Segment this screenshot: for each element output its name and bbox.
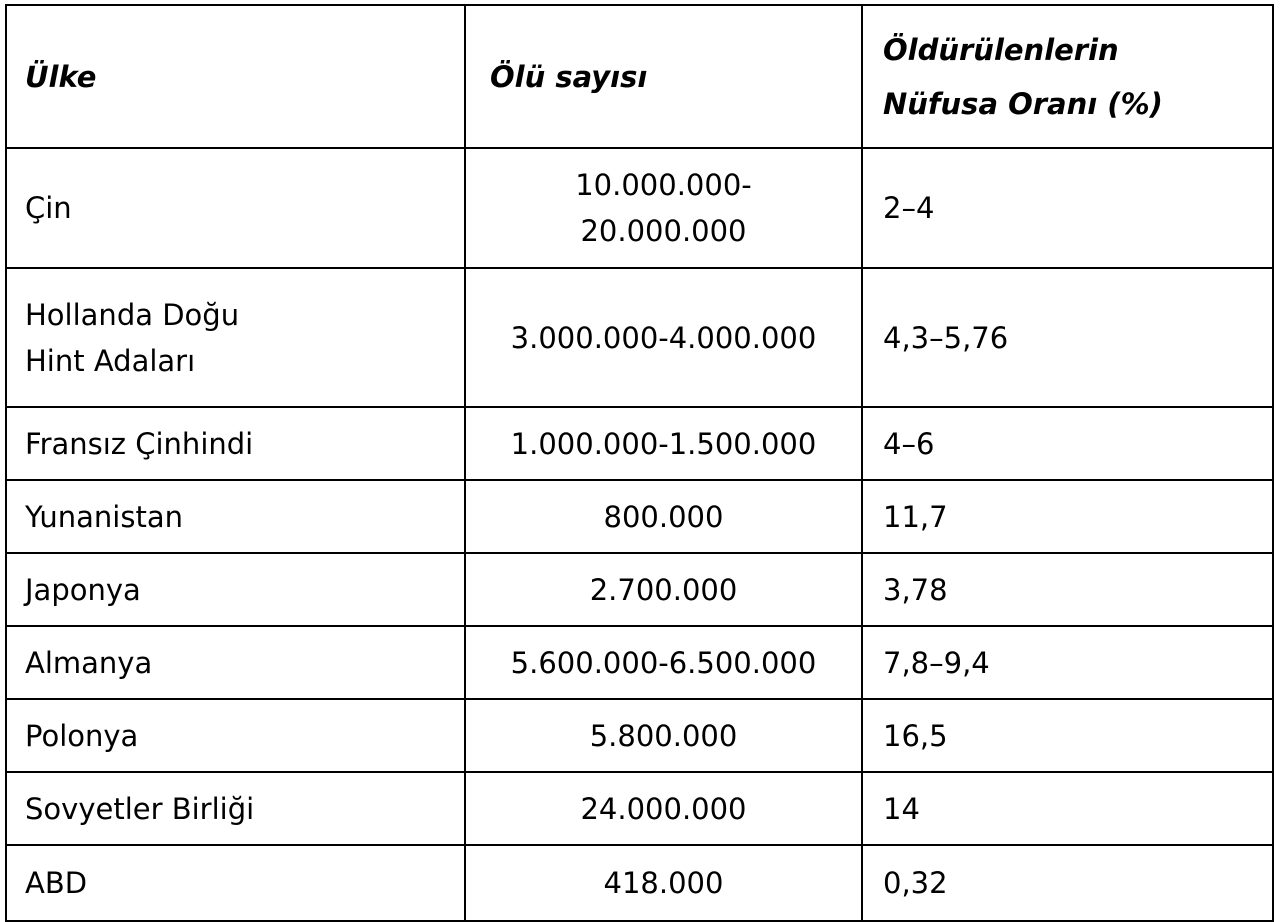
country-cell: Japonya — [6, 553, 465, 626]
header-ratio — [862, 5, 1273, 148]
ratio-cell: 4,3–5,76 — [862, 268, 1273, 407]
country-cell: Çin — [6, 148, 465, 268]
country-cell: ABD — [6, 845, 465, 921]
country-cell: Fransız Çinhindi — [6, 407, 465, 480]
header-ratio-line1: Öldürülenlerin — [883, 32, 1119, 67]
ratio-cell: 3,78 — [862, 553, 1273, 626]
deaths-line2: 20.000.000 — [580, 214, 747, 248]
table-row — [6, 148, 1273, 268]
deaths-cell: 3.000.000-4.000.000 — [465, 268, 862, 407]
header-ratio-line2: Nüfusa Oranı (%) — [883, 86, 1163, 121]
deaths-cell: 418.000 — [465, 845, 862, 921]
country-cell — [6, 268, 465, 407]
header-deaths: Ölü sayısı — [465, 5, 862, 148]
header-row — [6, 5, 1273, 148]
table-row — [6, 553, 1273, 626]
casualties-table — [5, 4, 1274, 922]
deaths-cell: 5.800.000 — [465, 699, 862, 772]
header-country: Ülke — [6, 5, 465, 148]
country-line2: Hint Adaları — [25, 343, 196, 378]
country-cell: Polonya — [6, 699, 465, 772]
deaths-cell: 24.000.000 — [465, 772, 862, 845]
ratio-cell: 0,32 — [862, 845, 1273, 921]
deaths-cell: 2.700.000 — [465, 553, 862, 626]
table-row — [6, 268, 1273, 407]
table-row — [6, 699, 1273, 772]
ratio-cell: 16,5 — [862, 699, 1273, 772]
table-row — [6, 407, 1273, 480]
deaths-cell: 5.600.000-6.500.000 — [465, 626, 862, 699]
country-cell: Almanya — [6, 626, 465, 699]
deaths-cell — [465, 148, 862, 268]
ratio-cell: 11,7 — [862, 480, 1273, 553]
table-row — [6, 480, 1273, 553]
deaths-line1: 10.000.000- — [575, 168, 752, 202]
ratio-cell: 14 — [862, 772, 1273, 845]
country-line1: Hollanda Doğu — [25, 297, 240, 332]
table-container — [5, 4, 1274, 922]
ratio-cell: 4–6 — [862, 407, 1273, 480]
country-cell: Sovyetler Birliği — [6, 772, 465, 845]
ratio-cell: 7,8–9,4 — [862, 626, 1273, 699]
table-row — [6, 626, 1273, 699]
country-cell: Yunanistan — [6, 480, 465, 553]
ratio-cell: 2–4 — [862, 148, 1273, 268]
deaths-cell: 1.000.000-1.500.000 — [465, 407, 862, 480]
deaths-cell: 800.000 — [465, 480, 862, 553]
table-row — [6, 772, 1273, 845]
